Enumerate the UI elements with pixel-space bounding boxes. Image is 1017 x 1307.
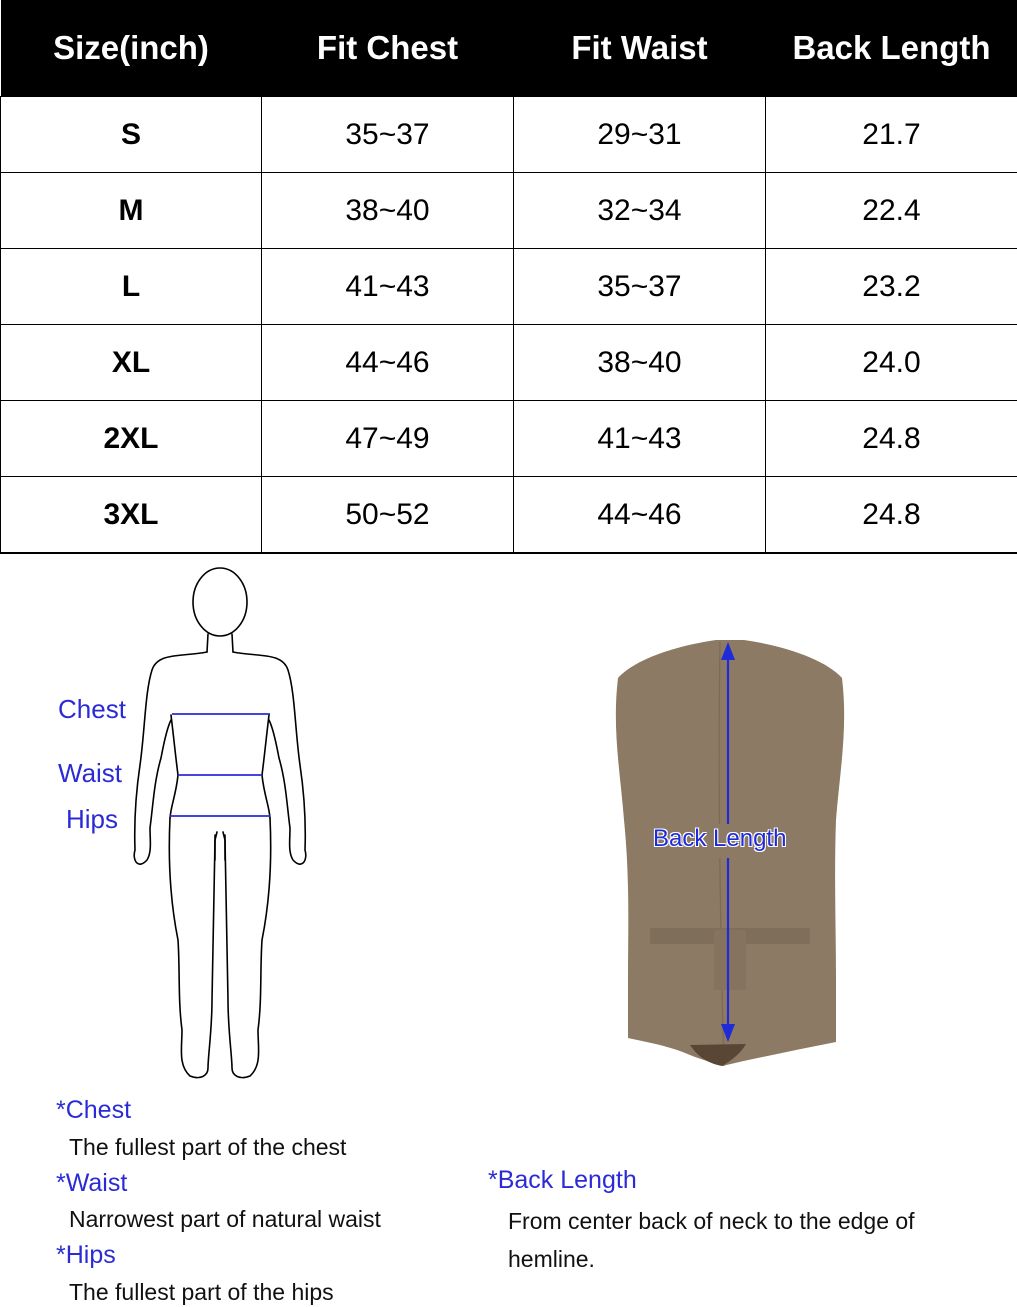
chest-cell: 47~49	[262, 401, 514, 477]
table-row	[1, 249, 1017, 325]
size-cell: 2XL	[1, 401, 262, 477]
waist-definition: Narrowest part of natural waist	[69, 1206, 381, 1232]
back-length-cell: 24.0	[766, 325, 1017, 401]
waist-cell: 44~46	[514, 477, 766, 554]
waist-cell: 32~34	[514, 173, 766, 249]
back-length-definition: From center back of neck to the edge of hemline.	[508, 1208, 915, 1272]
chest-cell: 44~46	[262, 325, 514, 401]
head-outline	[193, 568, 247, 636]
size-cell: M	[1, 173, 262, 249]
chest-cell: 50~52	[262, 477, 514, 554]
size-cell: L	[1, 249, 262, 325]
back-length-cell: 24.8	[766, 477, 1017, 554]
size-cell: S	[1, 97, 262, 173]
waist-cell: 38~40	[514, 325, 766, 401]
back-length-term: *Back Length	[488, 1166, 637, 1194]
back-length-label: Back Length	[653, 825, 787, 852]
table-header-row	[1, 0, 1017, 97]
body-outline-figure	[120, 560, 320, 1090]
table-row	[1, 325, 1017, 401]
chest-cell: 41~43	[262, 249, 514, 325]
size-cell: 3XL	[1, 477, 262, 554]
table-row	[1, 173, 1017, 249]
header-fit-waist: Fit Waist	[514, 0, 766, 97]
size-cell: XL	[1, 325, 262, 401]
chest-term: *Chest	[56, 1096, 132, 1124]
chest-definition: The fullest part of the chest	[69, 1134, 347, 1160]
waist-cell: 29~31	[514, 97, 766, 173]
chest-cell: 38~40	[262, 173, 514, 249]
hips-label: Hips	[66, 804, 119, 834]
chest-cell: 35~37	[262, 97, 514, 173]
waist-term: *Waist	[56, 1169, 128, 1197]
hips-definition: The fullest part of the hips	[69, 1279, 334, 1305]
back-length-cell: 22.4	[766, 173, 1017, 249]
size-chart-table	[0, 0, 1017, 554]
back-length-cell: 23.2	[766, 249, 1017, 325]
chest-label: Chest	[58, 694, 126, 724]
hips-term: *Hips	[56, 1241, 116, 1269]
waist-label: Waist	[58, 758, 123, 788]
table-row	[1, 477, 1017, 554]
waist-cell: 41~43	[514, 401, 766, 477]
header-back-length: Back Length	[766, 0, 1017, 97]
table-row	[1, 401, 1017, 477]
back-length-cell: 21.7	[766, 97, 1017, 173]
table-row	[1, 97, 1017, 173]
header-fit-chest: Fit Chest	[262, 0, 514, 97]
back-length-cell: 24.8	[766, 401, 1017, 477]
waist-cell: 35~37	[514, 249, 766, 325]
header-size: Size(inch)	[1, 0, 262, 97]
